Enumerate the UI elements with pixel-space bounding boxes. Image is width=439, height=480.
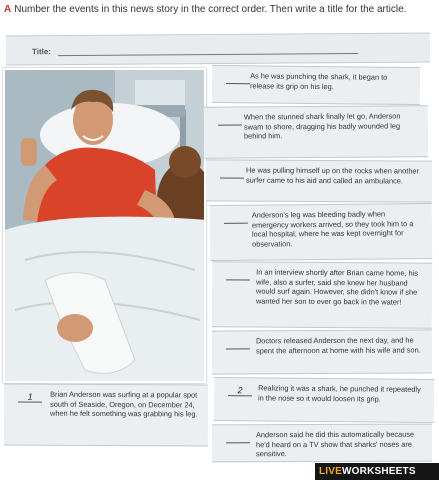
- instruction-text: Number the events in this news story in the correct order. Then write a title for the article.: [14, 4, 407, 15]
- event-text: Anderson's leg was bleeding badly when emergency workers arrived, so they took him to a local hospital, where he was kept overnight for observation.: [251, 209, 414, 249]
- event-number-input[interactable]: [226, 339, 250, 349]
- liveworksheets-logo: [315, 463, 439, 480]
- event-card-8: [212, 424, 432, 463]
- event-text: When the stunned shark finally let go, Anderson swam to shore, dragging his badly wounded leg behind him.: [243, 111, 401, 141]
- event-text: Anderson said he did this automatically because he'd heard on a TV show that sharks' noses are sensitive.: [255, 429, 415, 459]
- event-text: He was pulling himself up on the rocks when another surfer came to his aid and called an ambulance.: [245, 165, 420, 186]
- event-text: Brian Anderson was surfing at a popular spot south of Seaside, Oregon, on December 24, when he felt something was grabbing his leg.: [49, 389, 198, 419]
- title-label: Title:: [31, 47, 52, 57]
- event-card-5: [212, 261, 432, 329]
- event-number-input[interactable]: [218, 116, 242, 126]
- event-number-input[interactable]: [226, 270, 250, 280]
- exercise-letter: A: [4, 4, 12, 15]
- event-text: Doctors released Anderson the next day, and he spent the afternoon at home with his wife and son.: [255, 335, 421, 355]
- instruction: [4, 3, 436, 16]
- event-text: In an interview shortly after Brian came home, his wife, also a surfer, said she knew her husband would surf again. However, she didn't know if she wanted her son to ever go back in the water!: [255, 267, 419, 307]
- event-text: Realizing it was a shark, he punched it repeatedly in the nose so it would loosen its grip.: [257, 383, 421, 404]
- event-card-6: [212, 329, 432, 374]
- event-card-4: [210, 203, 432, 261]
- hospital-photo-illustration: [5, 70, 206, 383]
- event-text: As he was punching the shark, it began to release its grip on his leg.: [249, 71, 388, 91]
- event-card-2: [204, 105, 428, 159]
- event-card-9: [4, 383, 208, 446]
- event-card-3: [206, 159, 432, 202]
- title-strip: [6, 33, 430, 66]
- logo-prefix: LIVE: [319, 466, 343, 477]
- event-number-input[interactable]: [220, 168, 244, 178]
- title-input-line[interactable]: [58, 53, 358, 56]
- photo-man-in-hospital: [3, 68, 206, 383]
- event-number-input[interactable]: [226, 74, 250, 84]
- event-number-input[interactable]: 2: [228, 386, 252, 396]
- event-number-input[interactable]: [224, 214, 248, 224]
- event-card-1: [212, 65, 420, 105]
- event-card-7: [214, 377, 434, 423]
- event-number-input[interactable]: [226, 433, 250, 443]
- logo-suffix: WORKSHEETS: [342, 466, 416, 477]
- event-number-input[interactable]: 1: [18, 393, 42, 403]
